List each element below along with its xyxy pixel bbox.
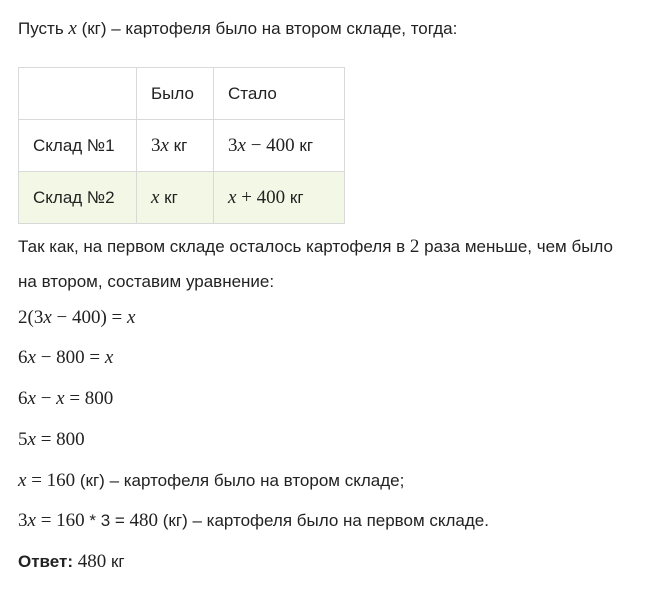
equation-3: 6x − x = 800 [18, 388, 114, 409]
equation-2: 6x − 800 = x [18, 347, 114, 368]
table-cell-now: 3x − 400 кг [214, 120, 345, 172]
intro-variable: x [68, 18, 77, 39]
table-row-label: Склад №1 [19, 120, 137, 172]
table-header-now: Стало [214, 68, 345, 120]
table-header-row [19, 68, 345, 120]
table-header-was: Было [137, 68, 214, 120]
ratio-number: 2 [409, 236, 420, 257]
intro-unit: (кг) [76, 19, 107, 38]
answer-label: Ответ: [18, 552, 73, 571]
answer-value: 480 [73, 551, 107, 572]
table-header-empty [19, 68, 137, 120]
table-row-label: Склад №2 [19, 172, 137, 224]
equation-4: 5x = 800 [18, 429, 85, 450]
answer-line [18, 551, 125, 573]
table-row [19, 120, 345, 172]
intro-suffix: – картофеля было на втором складе, тогда: [106, 19, 458, 38]
table-cell-now: x + 400 кг [214, 172, 345, 224]
equation-6: 3x = 160 * 3 = 480 (кг) – картофеля было на первом складе. [18, 510, 489, 531]
intro-prefix: Пусть [18, 19, 69, 38]
table-cell-was: 3x кг [137, 120, 214, 172]
equation-1: 2(3x − 400) = x [18, 307, 136, 328]
equation-5: x = 160 (кг) – картофеля было на втором складе; [18, 470, 405, 491]
intro-line [18, 18, 457, 40]
table-row [19, 172, 345, 224]
table-cell-was: x кг [137, 172, 214, 224]
warehouse-table [18, 67, 345, 224]
paragraph-line-1: Так как, на первом складе осталось картофеля в 2 раза меньше, чем было [18, 236, 613, 257]
paragraph-line-2: на втором, составим уравнение: [18, 272, 275, 291]
answer-unit: кг [106, 552, 125, 571]
